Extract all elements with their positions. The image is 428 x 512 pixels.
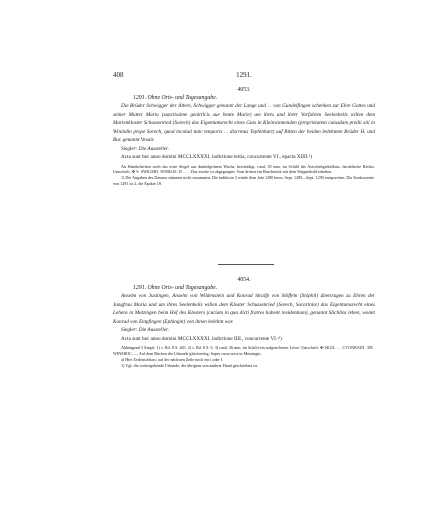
seal-notes: An Handschriften noch das erste Siegel aus dunkelgrünem Wachs, beschädigt, rund, 50 mm, im Schild der Astscheitgiebelkurs, heraldische Rechts. Umschrift: ✠ S· SWIGERI· NOBILIS· D . . . . Das zweite ist abgegangen. Vom dritten ein Bruchstück mit dem Wappenbild erhalten. [113,163,375,175]
seal-notes: Abhängend 3 Siegel: 1) s. Bd. 8 S. 265. 2) s. Bd. 8 S. 6. 3) rund, 36 mm, im Schild ein aufgerichteter Löwe; Umschrift: ✠ SIGIL . . . CVONRADI . DE . WINSROC. — Auf dem Rücken der Urkunde gleichzeitig: Super curia nova in Metzingin. [113,345,375,356]
page-number: 408 [113,71,124,79]
document-number: 4054. [237,277,251,283]
footnote: 1) Die Angaben des Datums stimmen nicht zusammen. Die indiktion 3 würde dem Jahr 1290 bezw. Sept. 1289—Sept. 1290 entsprechen. Die Konkurrente von 1291 ist 2, die Epakte 18. [113,175,375,187]
document-number: 4053. [237,87,251,93]
document-entry-4053 [113,86,375,187]
section-divider [218,264,274,265]
sigler-line: Siegler: Die Aussteller. [121,145,169,152]
regest-text: Anselm von Justingen, Anselm von Wildenstein und Konrad Straifp von Stöffeln (Stöphil) übertragen zu Ehren der Jungfrau Maria und um ihres Seelenheils willen dem Kloster Schussenried (Sorech, Sorarinite) das Eigentumsrecht eines Lehens in Metzingen beim Hof des Klosters (curiam in qua dicti fratres habent residentiam), genannt Slichlins lehen, womit Konrad von Empfingen (Ephingin) von ihnen belehnt war. [113,293,375,325]
footnote: 1) Vgl. die vorhergehende Urkunde, die übrigens von anderer Hand geschrieben ist. [121,362,259,368]
document-entry-4054 [113,276,375,369]
page-header [113,71,375,80]
running-year: 1291. [236,71,252,79]
regest-text: Die Brüder Schwigger der Ältere, Schwigger genannt der Lange und . . von Gundelfingen schenken zur Ehre Gottes und seiner Mutter Maria (sanctissime genitricis sue beate Marie) um ihres und ihrer Vorfahren Seelenheils willen dem Marienkloster Schussenried (Sorech) das Eigentumsrecht eines Guts in Kleinwinnenden (proprietatem cuiusdam predii siti in Winindin prope Sorech, quod incoluit tunc temporis . . discretus Tephinhart) auf Bitten der beiden belehnten Brüder H. und Bur. genannt Vesair. [113,103,375,143]
act-line: Acta sunt hec anno domini MCCLXXXXI, indictione tertia, concurrente VI., epacta XIIII.¹) [121,154,313,160]
date-line: 1291. Ohne Orts- und Tagesangabe. [133,285,218,291]
footnote: a) Hier Zeilenschluss; auf der nächsten Zeile noch ein i oder I. [121,356,224,362]
act-line: Acta sunt hec anno domini MCCLXXXXI, indictione IIII., concurrente VI.ᵃ¹) [121,335,282,342]
sigler-line: Siegler: Die Aussteller. [121,327,169,333]
date-line: 1291. Ohne Orts- und Tagesangabe. [133,95,218,101]
